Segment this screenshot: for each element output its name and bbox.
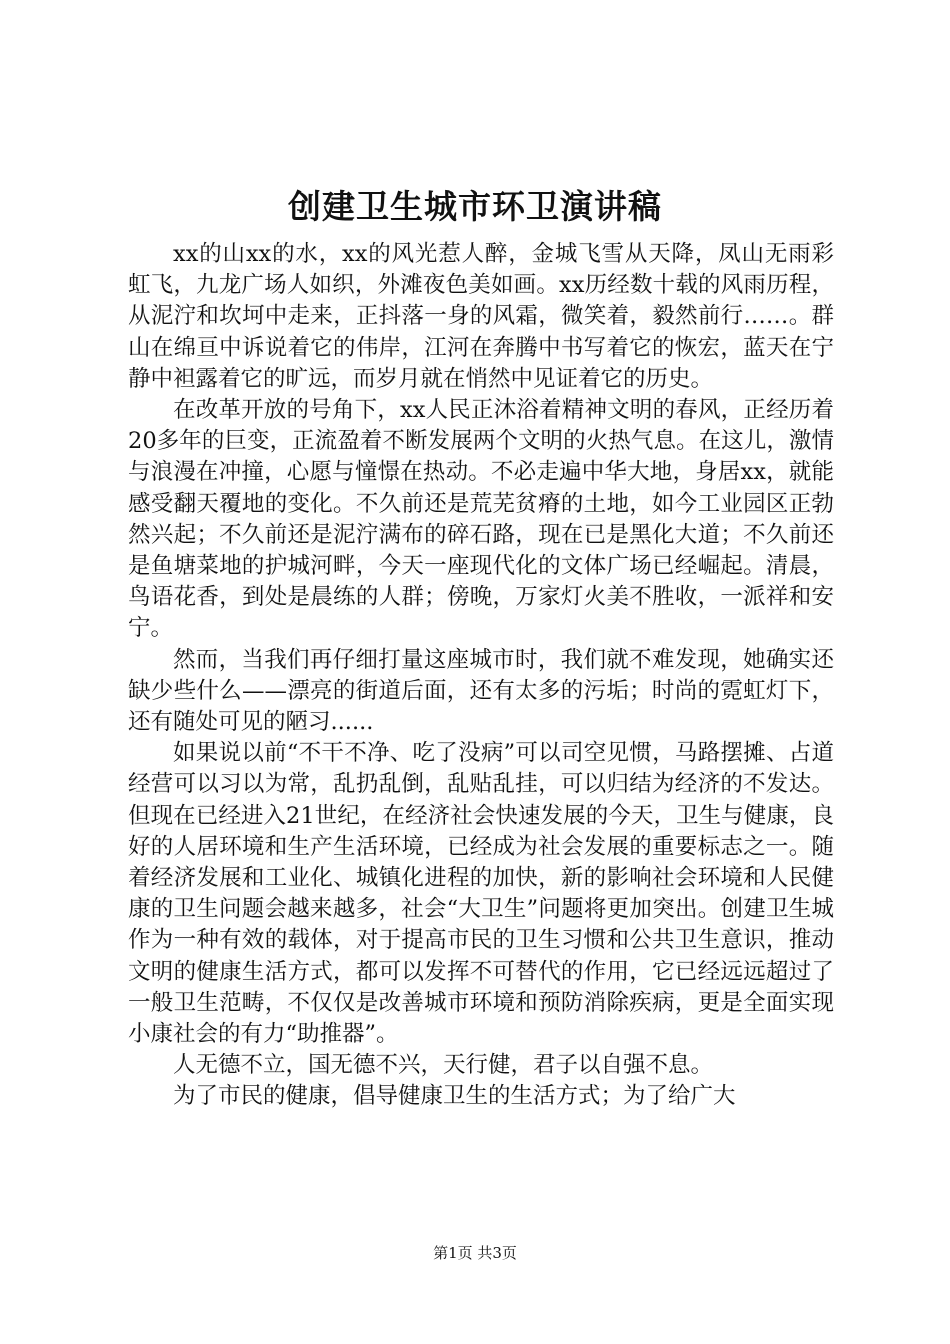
document-body (128, 239, 834, 1113)
document-title: 创建卫生城市环卫演讲稿 (288, 187, 662, 226)
paragraph-2: 在改革开放的号角下，xx人民正沐浴着精神文明的春风，正经历着20多年的巨变，正流盈着不断发展两个文明的火热气息。在这儿，激情与浪漫在冲撞，心愿与憧憬在热动。不必走遍中华大地，身居xx，就能感受翻天覆地的变化。不久前还是荒芜贫瘠的土地，如今工业园区正勃然兴起；不久前还是泥泞满布的碎石路，现在已是黑化大道；不久前还是鱼塘菜地的护城河畔，今天一座现代化的文体广场已经崛起。清晨，鸟语花香，到处是晨练的人群；傍晚，万家灯火美不胜收，一派祥和安宁。 (128, 397, 834, 642)
paragraph-3: 然而，当我们再仔细打量这座城市时，我们就不难发现，她确实还缺少些什么——漂亮的街道后面，还有太多的污垢；时尚的霓虹灯下，还有随处可见的陋习...... (128, 646, 834, 736)
page-number-footer: 第1页 共3页 (433, 1244, 517, 1262)
paragraph-1: xx的山xx的水，xx的风光惹人醉，金城飞雪从天降，凤山无雨彩虹飞，九龙广场人如织，外滩夜色美如画。xx历经数十载的风雨历程，从泥泞和坎坷中走来，正抖落一身的风霜，微笑着，毅然前行……。群山在绵亘中诉说着它的伟岸，江河在奔腾中书写着它的恢宏，蓝天在宁静中袒露着它的旷远，而岁月就在悄然中见证着它的历史。 (128, 241, 834, 392)
paragraph-5: 人无德不立，国无德不兴，天行健，君子以自强不息。 (173, 1052, 714, 1079)
paragraph-6: 为了市民的健康，倡导健康卫生的生活方式；为了给广大 (173, 1083, 736, 1110)
paragraph-4: 如果说以前“不干不净、吃了没病”可以司空见惯，马路摆摊、占道经营可以习以为常，乱扔乱倒，乱贴乱挂，可以归结为经济的不发达。但现在已经进入21世纪，在经济社会快速发展的今天，卫生与健康，良好的人居环境和生产生活环境，已经成为社会发展的重要标志之一。随着经济发展和工业化、城镇化进程的加快，新的影响社会环境和人民健康的卫生问题会越来越多，社会“大卫生”问题将更加突出。创建卫生城作为一种有效的载体，对于提高市民的卫生习惯和公共卫生意识，推动文明的健康生活方式，都可以发挥不可替代的作用，它已经远远超过了一般卫生范畴，不仅仅是改善城市环境和预防消除疾病，更是全面实现小康社会的有力“助推器”。 (128, 740, 834, 1048)
